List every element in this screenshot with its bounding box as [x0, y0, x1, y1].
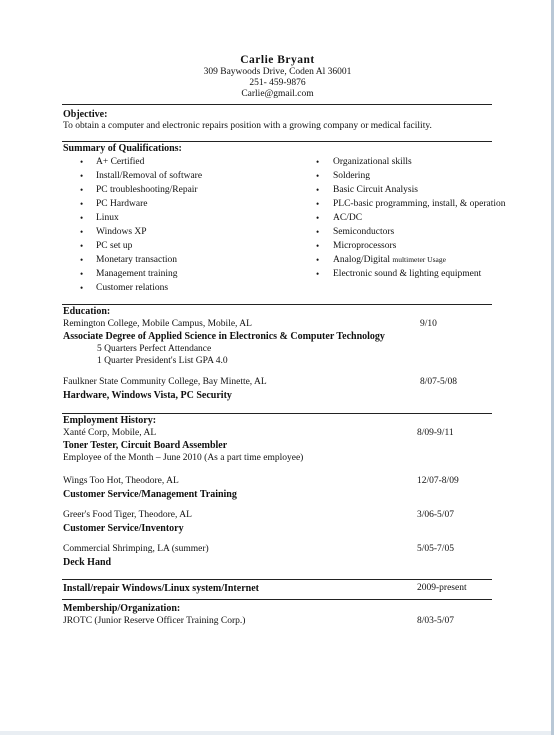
- list-item: • PLC-basic programming, install, & operation: [316, 199, 506, 209]
- list-item: • Monetary transaction: [80, 255, 177, 265]
- resume-header: [0, 54, 555, 100]
- job-1-position: Toner Tester, Circuit Board Assembler: [63, 440, 228, 451]
- objective-text: To obtain a computer and electronic repairs position with a growing company or medical facility.: [63, 121, 432, 131]
- employment-title: Employment History:: [63, 415, 157, 426]
- list-item: • Soldering: [316, 171, 370, 181]
- qualifications-right-list: [316, 155, 506, 281]
- bullet-icon: •: [316, 255, 320, 265]
- job-1-date: 8/09-9/11: [417, 428, 454, 438]
- list-item: • Windows XP: [80, 227, 147, 237]
- bullet-icon: •: [316, 213, 320, 223]
- list-item: • PC Hardware: [80, 199, 148, 209]
- list-item: • Electronic sound & lighting equipment: [316, 269, 482, 279]
- qualifications-left-list: [80, 155, 202, 295]
- bullet-icon: •: [80, 157, 84, 167]
- bullet-icon: •: [80, 185, 84, 195]
- bullet-icon: •: [80, 241, 84, 251]
- list-item: • Customer relations: [80, 283, 169, 293]
- list-item: • AC/DC: [316, 213, 363, 223]
- job-3-date: 3/06-5/07: [417, 510, 454, 520]
- membership-title: Membership/Organization:: [63, 603, 181, 614]
- bullet-icon: •: [80, 269, 84, 279]
- degree-1: Associate Degree of Applied Science in Electronics & Computer Technology: [63, 331, 385, 342]
- divider: [62, 141, 492, 142]
- bullet-icon: •: [316, 157, 320, 167]
- school-2: Faulkner State Community College, Bay Minette, AL: [63, 377, 267, 387]
- job-3-employer: Greer's Food Tiger, Theodore, AL: [63, 510, 192, 520]
- education-note-1: 5 Quarters Perfect Attendance: [97, 344, 212, 354]
- job-1-employer: Xanté Corp, Mobile, AL: [63, 428, 157, 438]
- address: 309 Baywoods Drive, Coden Al 36001: [203, 67, 352, 77]
- bullet-icon: •: [80, 199, 84, 209]
- education-title: Education:: [63, 306, 111, 317]
- install-line: Install/repair Windows/Linux system/Internet: [63, 583, 259, 594]
- bullet-icon: •: [316, 241, 320, 251]
- bullet-icon: •: [80, 171, 84, 181]
- list-item: • Basic Circuit Analysis: [316, 185, 418, 195]
- divider: [62, 304, 492, 305]
- candidate-name: Carlie Bryant: [240, 54, 315, 66]
- job-2-date: 12/07-8/09: [417, 476, 459, 486]
- install-date: 2009-present: [417, 583, 467, 593]
- school-1: Remington College, Mobile Campus, Mobile, AL: [63, 319, 252, 329]
- divider: [62, 104, 492, 105]
- window-edge: [551, 0, 554, 735]
- list-item: • Install/Removal of software: [80, 171, 203, 181]
- bullet-icon: •: [316, 171, 320, 181]
- objective-title: Objective:: [63, 109, 108, 120]
- divider: [62, 413, 492, 414]
- window-edge: [0, 731, 551, 735]
- email: Carlie@gmail.com: [241, 89, 314, 99]
- list-item: • Microprocessors: [316, 241, 397, 251]
- bullet-icon: •: [80, 227, 84, 237]
- list-item: • Management training: [80, 269, 178, 279]
- membership-org: JROTC (Junior Reserve Officer Training Corp.): [63, 616, 246, 626]
- job-4-date: 5/05-7/05: [417, 544, 454, 554]
- job-2-position: Customer Service/Management Training: [63, 489, 237, 500]
- school-2-date: 8/07-5/08: [420, 377, 457, 387]
- list-item: • Linux: [80, 213, 119, 223]
- job-4-position: Deck Hand: [63, 557, 112, 568]
- bullet-icon: •: [80, 213, 84, 223]
- job-3-position: Customer Service/Inventory: [63, 523, 184, 534]
- education-note-2: 1 Quarter President's List GPA 4.0: [97, 356, 228, 366]
- list-item: • PC set up: [80, 241, 133, 251]
- qualifications-title: Summary of Qualifications:: [63, 143, 182, 154]
- bullet-icon: •: [80, 283, 84, 293]
- divider: [62, 599, 492, 600]
- bullet-icon: •: [80, 255, 84, 265]
- job-1-note: Employee of the Month – June 2010 (As a part time employee): [63, 453, 304, 463]
- degree-2: Hardware, Windows Vista, PC Security: [63, 390, 232, 401]
- membership-date: 8/03-5/07: [417, 616, 454, 626]
- bullet-icon: •: [316, 227, 320, 237]
- bullet-icon: •: [316, 199, 320, 209]
- bullet-icon: •: [316, 269, 320, 279]
- phone: 251- 459-9876: [249, 78, 306, 88]
- divider: [62, 579, 492, 580]
- job-4-employer: Commercial Shrimping, LA (summer): [63, 544, 209, 554]
- list-item: • Organizational skills: [316, 157, 412, 167]
- list-item: • A+ Certified: [80, 157, 145, 167]
- job-2-employer: Wings Too Hot, Theodore, AL: [63, 476, 179, 486]
- school-1-date: 9/10: [420, 319, 437, 329]
- list-item: • Semiconductors: [316, 227, 395, 237]
- bullet-icon: •: [316, 185, 320, 195]
- list-item: • PC troubleshooting/Repair: [80, 185, 198, 195]
- list-item: • Analog/Digital multimeter Usage: [316, 255, 446, 265]
